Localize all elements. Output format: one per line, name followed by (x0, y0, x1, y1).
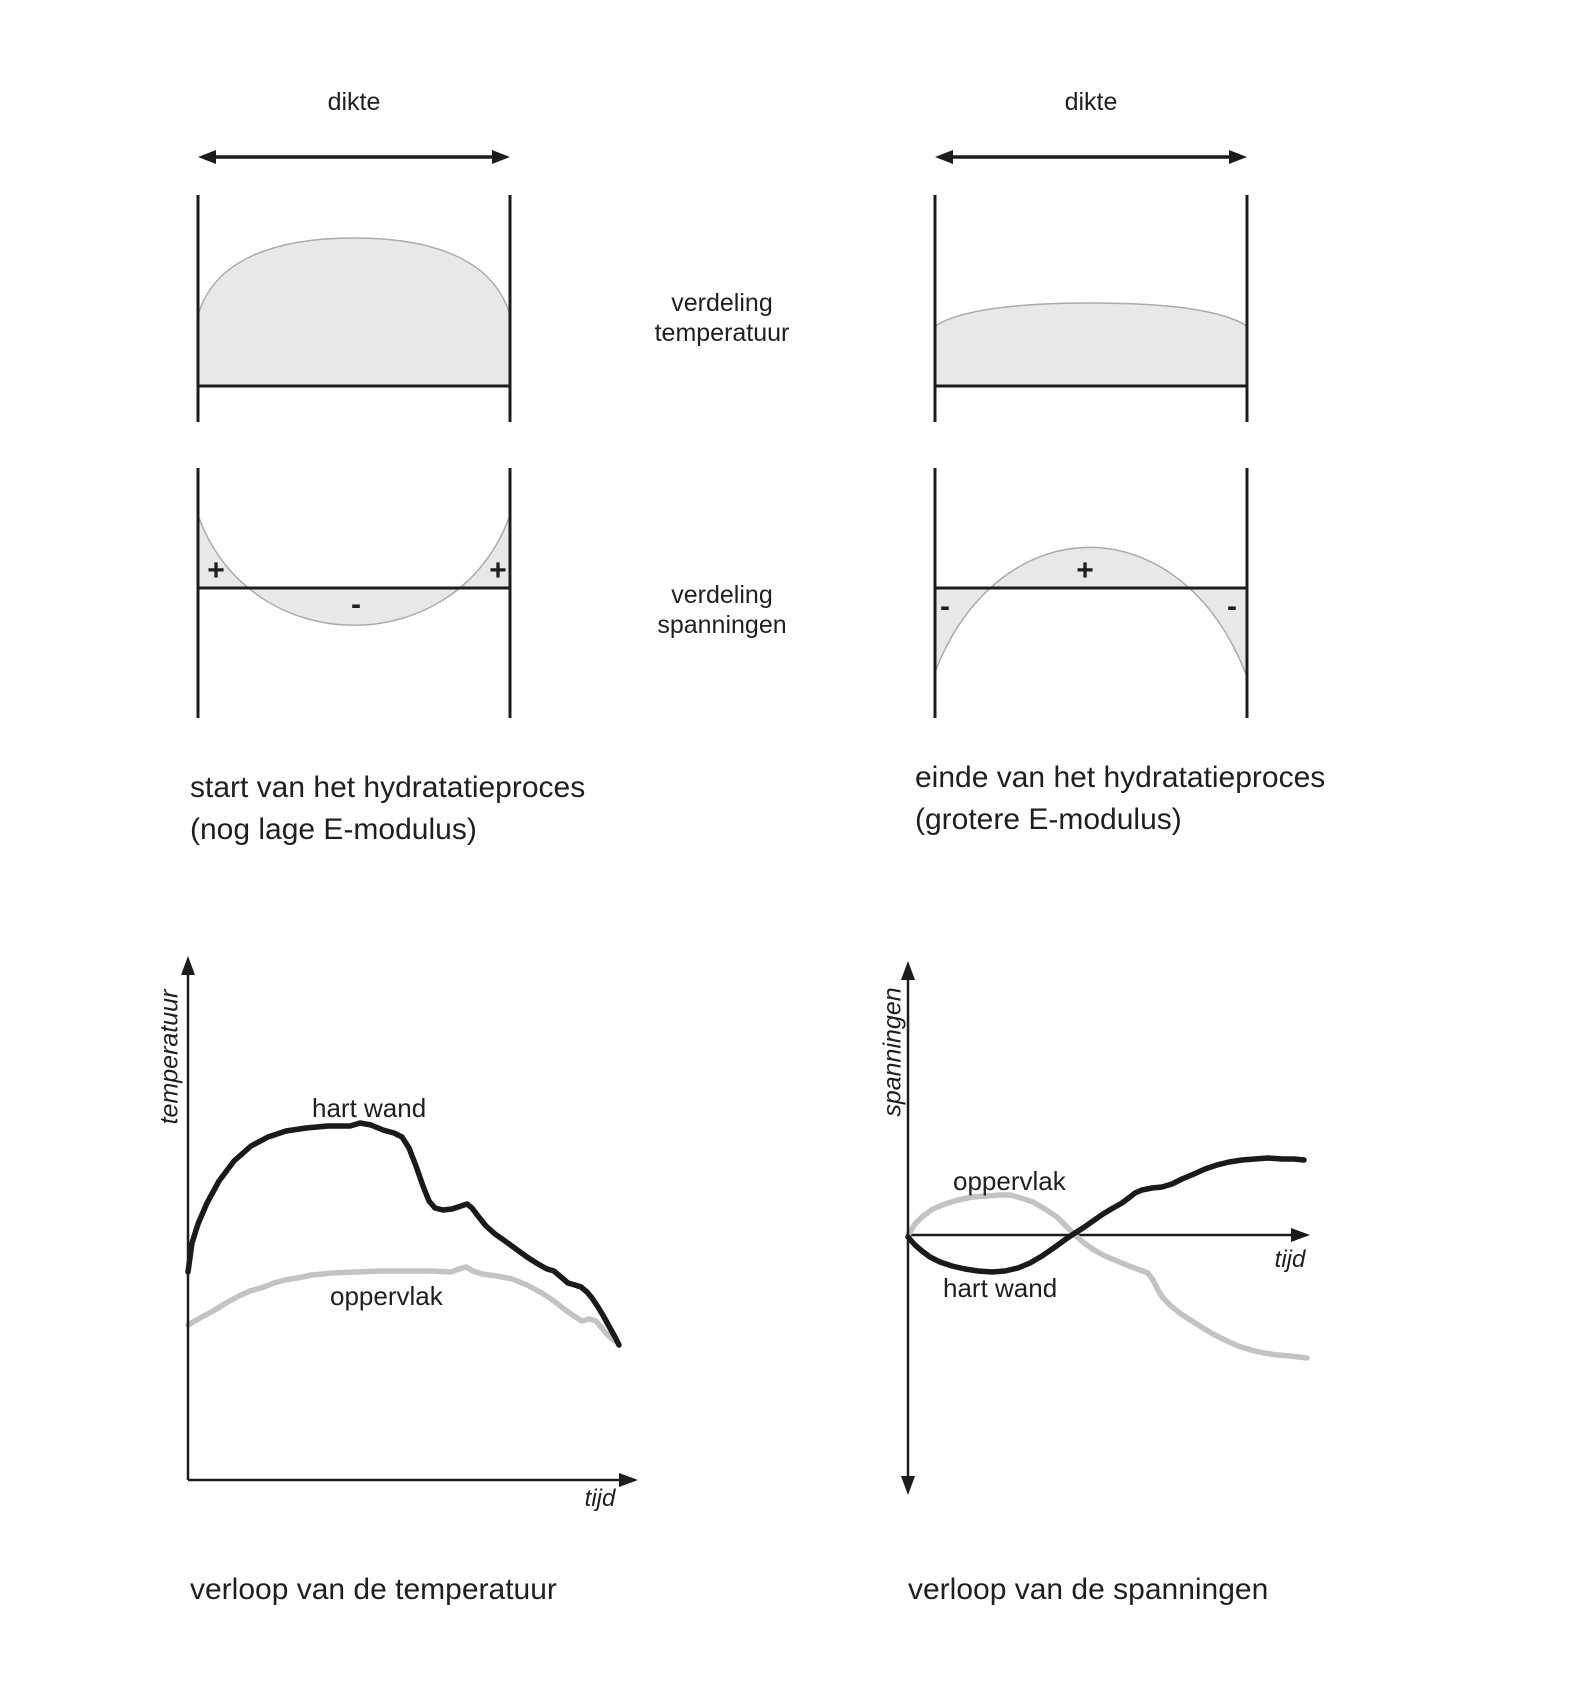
left-dikte-arrow (198, 150, 510, 164)
right-arrowhead-left-icon (935, 150, 953, 164)
left-dikte-label: dikte (327, 88, 381, 116)
right-caption-line2: (grotere E-modulus) (915, 803, 1182, 836)
right-temperature-distribution (935, 88, 1247, 422)
right-stress-distribution (935, 468, 1247, 718)
left-caption-line2: (nog lage E-modulus) (190, 813, 477, 846)
left-caption-line1: start van het hydratatieproces (190, 771, 586, 804)
stress-x-axis-label: tijd (1274, 1246, 1306, 1273)
temperature-curve-hart-wand (188, 1123, 619, 1345)
right-arrowhead-right-icon (1229, 150, 1247, 164)
right-dikte-label: dikte (1064, 88, 1118, 116)
temperature-y-axis-arrow-icon (181, 956, 195, 975)
right-stress-minus-right: - (1227, 590, 1237, 623)
stress-y-axis-arrow-down-icon (901, 1476, 915, 1495)
stress-y-axis-label: spanningen (878, 987, 907, 1117)
left-stress-plus-right: + (489, 554, 507, 587)
left-stress-plus-left: + (207, 554, 225, 587)
temperature-x-axis-arrow-icon (619, 1473, 638, 1487)
verdeling-spanningen-line1: verdeling (671, 581, 773, 609)
temperature-chart (156, 956, 638, 1606)
left-temp-fill-dome (198, 238, 510, 386)
temperature-chart-caption: verloop van de temperatuur (190, 1573, 557, 1606)
verdeling-spanningen-line2: spanningen (657, 611, 787, 639)
stress-chart (879, 961, 1310, 1606)
temperature-hart-wand-label: hart wand (312, 1093, 427, 1123)
right-stress-plus-center: + (1076, 554, 1094, 587)
left-stress-minus-center: - (351, 588, 361, 621)
right-stress-minus-left: - (940, 590, 950, 623)
stress-oppervlak-label: oppervlak (953, 1166, 1066, 1196)
left-temperature-distribution (198, 88, 510, 422)
left-arrowhead-left-icon (198, 150, 216, 164)
temperature-y-axis-label: temperatuur (155, 989, 184, 1125)
temperature-x-axis-label: tijd (584, 1485, 616, 1512)
stress-hart-wand-label: hart wand (943, 1273, 1058, 1303)
top-captions (190, 761, 1325, 846)
stress-x-axis-arrow-icon (1291, 1228, 1310, 1242)
right-caption-line1: einde van het hydratatieproces (915, 761, 1326, 794)
left-arrowhead-right-icon (492, 150, 510, 164)
verdeling-temperatuur-line1: verdeling (671, 289, 773, 317)
verdeling-temperatuur-line2: temperatuur (654, 319, 790, 347)
stress-chart-caption: verloop van de spanningen (908, 1573, 1269, 1606)
temperature-oppervlak-label: oppervlak (330, 1281, 443, 1311)
right-temp-fill-dome (935, 303, 1247, 386)
stress-y-axis-arrow-up-icon (901, 961, 915, 980)
right-dikte-arrow (935, 150, 1247, 164)
left-stress-distribution (198, 468, 510, 718)
row-labels (655, 289, 790, 639)
